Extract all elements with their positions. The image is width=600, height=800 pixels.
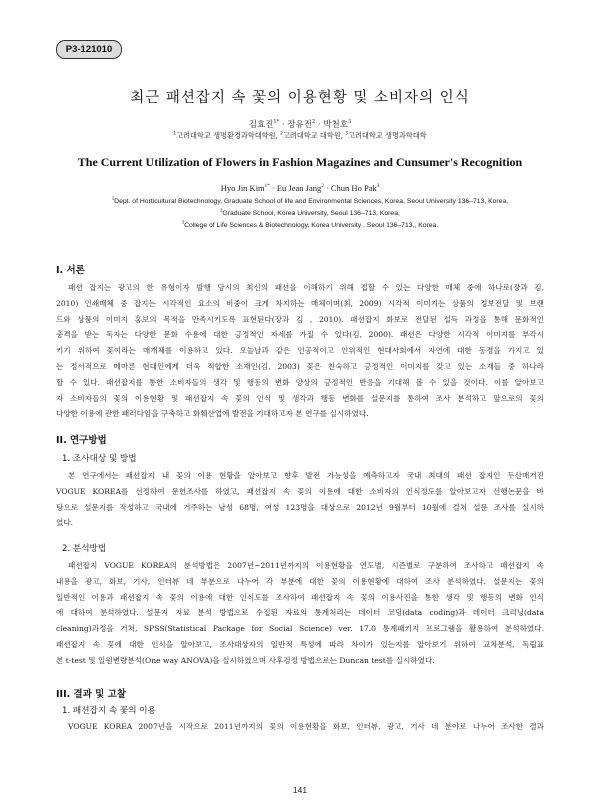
methods-subjects-paragraph (56, 468, 544, 531)
paragraph-line: 는 정서적으로 메마른 현대인에게 더욱 적합한 소재인(김, 2003) 꽃은 친숙하고 긍정적인 이미지를 갖고 있는 소재들 중 하나라 (56, 361, 544, 371)
paragraph-line: 패션 잡지는 광고의 한 유형이자 발행 당시의 최신의 패션을 이해하기 위해 접할 수 있는 다양한 매체 중에 하나로(장과 김, (68, 283, 544, 292)
author-sup: 3 (376, 183, 380, 190)
methods-analysis-paragraph (56, 558, 544, 669)
author-name: 김효진 (248, 120, 274, 130)
paragraph-line: 패션잡지 속 꽃에 대한 인식을 알아보고, 조사대상자의 일반적 특성에 따라 차이가 있는지를 알아보기 위하여 교차분석, 독립표 (56, 639, 544, 649)
paragraph-line: 키기 위하여 꽃이라는 매개체를 이용하고 있다. 오늘날과 같은 인공적이고 인위적인 현대사회에서 자연에 대한 동경을 가지고 있 (56, 346, 544, 356)
author-name: Eu Jean Jang (276, 183, 322, 193)
paragraph-line: 패션잡지 VOGUE KOREA의 분석방법은 2007년~2011년까지의 이용현황을 연도별, 시즌별로 구분하여 조사하고 패션잡지 속 (68, 561, 544, 570)
affil-sup: 3 (181, 219, 185, 225)
paper-id-badge: P3-121010 (56, 40, 122, 59)
author-name: 박천호 (323, 120, 348, 130)
author-name: Chun Ho Pak (330, 183, 377, 193)
paragraph-line: 할 수 있다. 패션잡지를 통한 소비자들의 생각 및 행동의 변화 양상의 긍정적인 반응을 기대해 볼 수 있을 것이다. 이를 알아보고 (56, 377, 544, 387)
section-heading-results: III. 결과 및 고찰 (56, 689, 127, 700)
affil-text: Dept. of Horticultural Biotechnology, Graduate School of life and Environmental Sciences, Korea, Seoul University 136–713, Korea, (114, 198, 509, 205)
paragraph-line: 본 연구에서는 패션잡지 내 꽃의 이용 현황을 알아보고 향후 발전 가능성을 예측하고자 국내 최대의 패션 잡지인 두산매거진 (68, 471, 544, 480)
paragraph-line: 충격을 받는 독자는 다양한 문화 수용에 대한 긍정적인 자세를 가질 수 있다(김, 2000). 패션은 다양한 시각적 이미지를 부각시 (56, 330, 544, 340)
subsection-heading-analysis: 2. 분석방법 (62, 544, 107, 554)
affil-text: College of Life Sciences & Biotechnology, Korea University , Seoul 136–713,, Korea. (184, 222, 439, 229)
affil-sup: 1 (111, 195, 115, 201)
author-sup: 2 (311, 119, 316, 126)
paragraph-line: 내용을 광고, 화보, 기사, 인터뷰 네 부분으로 나누어 각 부분에 대한 꽃의 이용현황에 대하여 조사 분석하였다. 설문지는 꽃의 (56, 576, 544, 586)
title-english: The Current Utilization of Flowers in Fashion Magazines and Cunsumer's Recognition (77, 155, 523, 169)
affil-sup: 2 (280, 131, 283, 137)
author-sup: 2 (321, 183, 324, 190)
title-korean: 최근 패션잡지 속 꽃의 이용현황 및 소비자의 인식 (130, 90, 470, 106)
paragraph-line: VOGUE KOREA를 선정하여 문헌조사를 하였고, 패션잡지 속 꽃의 이용에 대한 소비자의 인식정도를 알아보고자 선행논문을 바 (56, 486, 544, 496)
affil-text: 고려대학교 생명환경과학대학원, (176, 131, 281, 140)
affil-text: 고려대학교 대학원, (282, 131, 346, 140)
paragraph-line: 드와 상품의 이미지 홍보의 목적을 만족시키도록 표현된다(장과 김 , 2010). 패션잡지 화보로 전달된 설득 과정을 통해 문화적인 (56, 314, 544, 324)
authors-english (0, 183, 600, 193)
paragraph-line: 자 소비자들의 꽃의 이용현황 및 패션잡지 속 꽃의 인식 및 생각과 행동 변화를 설문지를 통하여 조사 분석하고 앞으로의 꽃의 (56, 393, 544, 403)
subsection-heading-flower-use: 1. 패션잡지 속 꽃의 이용 (62, 706, 156, 716)
author-name: 장유진 (287, 120, 312, 130)
section-heading-methods: II. 연구방법 (56, 435, 107, 446)
page-number: 141 (292, 785, 308, 795)
affil-line (40, 220, 580, 232)
affil-text: 고려대학교 생명과학대학 (348, 131, 427, 140)
paragraph-line: 2010) 인쇄매체 중 잡지는 시각적인 요소의 비중이 크게 차지하는 매체이며(최, 2009) 시각적 이미지는 상품의 정보전달 및 브랜 (56, 298, 544, 308)
affiliations-english (40, 196, 580, 232)
paragraph-line: 일반적인 이용과 패션잡지 속 꽃의 이용에 대한 인식도를 조사하여 패션잡지 속 꽃의 이용사진을 통한 생각 및 행동의 변화 인식 (56, 592, 544, 602)
author-separator: · (269, 183, 277, 193)
paragraph-line: VOGUE KOREA 2007년을 시작으로 2011년까지의 꽃의 이용현황을 화보, 인터뷰, 광고, 기사 네 분야로 나누어 조사한 결과 (68, 722, 544, 731)
author-sup: 1* (273, 119, 280, 126)
affil-line (40, 196, 580, 208)
paragraph-line: 본 t-test 및 일원변량분석(One way ANOVA)을 실시하였으며 사후검정 방법으로는 Duncan test를 실시하였다. (56, 655, 435, 665)
author-separator: · (279, 120, 288, 130)
subsection-heading-subjects: 1. 조사대상 및 방법 (62, 454, 137, 464)
paragraph-line: cleaning)과정을 거쳐, SPSS(Statistical Package for Social Science) ver. 17.0 통계패키지 프로그램을 활용하여 분석하였다. (56, 624, 544, 634)
affil-sup: 2 (220, 207, 223, 213)
results-paragraph (56, 719, 544, 735)
author-sup: 3 (347, 119, 352, 126)
paragraph-line: 다양한 이용에 관한 패러다임을 구축하고 화훼산업에 발전을 기대하고자 본 연구를 실시하였다. (56, 409, 369, 419)
authors-korean (0, 118, 600, 130)
affil-line (40, 208, 580, 220)
author-separator: · (323, 183, 331, 193)
author-separator: · (315, 120, 324, 130)
intro-paragraph (56, 280, 544, 422)
paragraph-line: 였다. (56, 518, 74, 528)
affil-text: Graduate School, Korea University, Seoul 136–713, Korea, (222, 210, 400, 217)
paragraph-line: 에 대하여 분석하였다. 설문지 자료 분석 방법으로 수집된 자료의 통계처리는 데이터 코딩(data coding)과 데이터 크리닝(data (56, 608, 544, 618)
author-name: Hyo Jin Kim (220, 183, 265, 193)
author-sup: 1* (264, 183, 270, 190)
affiliations-korean (0, 131, 600, 141)
affil-sup: 1 (173, 131, 177, 137)
paragraph-line: 탕으로 설문지를 작성하고 국내에 거주하는 남성 68명, 여성 123명을 대상으로 2012년 9월부터 10월에 걸쳐 설문 조사를 실시하 (56, 502, 544, 512)
affil-sup: 3 (345, 131, 348, 137)
section-heading-intro: I. 서론 (56, 265, 85, 276)
